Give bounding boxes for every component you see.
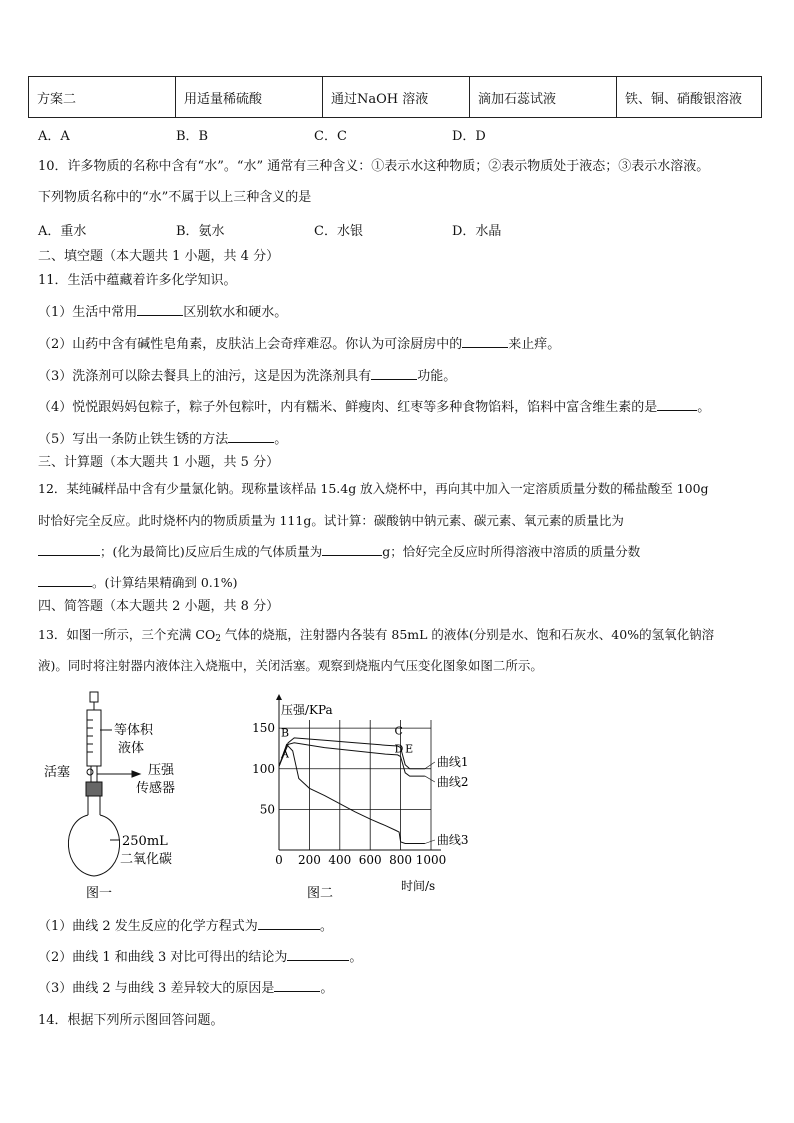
label-flask: 二氧化碳 <box>120 852 173 867</box>
answer-blank[interactable] <box>38 543 100 556</box>
x-tick-label: 800 <box>389 853 413 867</box>
label-flask: 250mL <box>122 834 168 849</box>
label-liquid: 等体积 <box>114 723 154 738</box>
text: 13．如图一所示，三个充满 CO <box>38 627 216 642</box>
q11-part1 <box>38 303 287 322</box>
y-axis-label: 压强/KPa <box>281 703 333 717</box>
valve-icon <box>87 769 93 775</box>
answer-blank[interactable] <box>228 430 274 443</box>
text: 。 <box>319 919 333 934</box>
table-cell: 铁、铜、硝酸银溶液 <box>617 77 762 118</box>
q10-line1: 10．许多物质的名称中含有“水”。“水” 通常有三种含义：①表示水这种物质；②表示物质处于液态；③表示水溶液。 <box>38 159 710 174</box>
q13-part1 <box>38 917 333 936</box>
text: 。(计算结果精确到 0.1%) <box>92 575 238 590</box>
text: 气体的烧瓶，注射器内各装有 85mL 的液体(分别是水、饱和石灰水、40%的氢氧化钠溶 <box>220 627 715 642</box>
answer-blank[interactable] <box>371 367 417 380</box>
q12-line2: 时恰好完全反应。此时烧杯内的物质质量为 111g。试计算：碳酸钠中钠元素、碳元素、氧元素的质量比为 <box>38 513 624 528</box>
x-tick-label: 400 <box>328 853 352 867</box>
q11-part4 <box>38 398 710 417</box>
answer-blank[interactable] <box>274 979 320 992</box>
leader-line <box>425 840 435 844</box>
y-tick-label: 100 <box>252 761 275 776</box>
text: （3）洗涤剂可以除去餐具上的油污，这是因为洗涤剂具有 <box>38 369 372 384</box>
q13-part3 <box>38 979 333 998</box>
text: （5）写出一条防止铁生锈的方法 <box>38 432 229 447</box>
table-cell: 用适量稀硫酸 <box>176 77 323 118</box>
q12-line1: 12．某纯碱样品中含有少量氯化钠。现称量该样品 15.4g 放入烧杯中，再向其中加入一定溶质质量分数的稀盐酸至 100g <box>38 481 709 496</box>
text: （1）生活中常用 <box>38 305 138 320</box>
text: （3）曲线 2 与曲线 3 差异较大的原因是 <box>38 981 275 996</box>
syringe-barrel <box>87 710 101 766</box>
text: 功能。 <box>417 369 457 384</box>
q13-line2: 液)。同时将注射器内液体注入烧瓶中，关闭活塞。观察到烧瓶内气压变化图象如图二所示。 <box>38 658 543 673</box>
section-heading: 四、简答题（本大题共 2 小题，共 8 分） <box>38 599 280 614</box>
figure-caption: 图一 <box>86 886 113 901</box>
q11-stem: 11．生活中蕴藏着许多化学知识。 <box>38 273 237 288</box>
label-sensor: 压强 <box>148 763 175 778</box>
plunger-top <box>90 692 98 702</box>
option-c[interactable]: C．C <box>314 129 347 144</box>
series-line <box>279 744 425 843</box>
answer-blank[interactable] <box>322 543 382 556</box>
q11-part5 <box>38 430 287 449</box>
q14-stem: 14．根据下列所示图回答问题。 <box>38 1013 224 1028</box>
q11-part2 <box>38 335 560 354</box>
label-sensor: 传感器 <box>136 781 176 796</box>
figure-one-apparatus <box>40 690 240 905</box>
answer-blank[interactable] <box>258 917 320 930</box>
text: 。 <box>274 432 288 447</box>
leader-line <box>425 776 435 782</box>
table-cell: 滴加石蕊试液 <box>470 77 617 118</box>
arrow-icon <box>132 771 140 777</box>
q10-options <box>38 220 590 239</box>
table-row <box>29 77 762 118</box>
stopper <box>86 782 102 796</box>
option-d[interactable]: D．D <box>452 129 486 144</box>
section-heading: 三、计算题（本大题共 1 小题，共 5 分） <box>38 455 280 470</box>
x-tick-label: 600 <box>358 853 382 867</box>
series-label: 曲线2 <box>436 775 469 789</box>
pressure-chart <box>245 690 505 905</box>
x-axis-label: 时间/s <box>401 879 436 893</box>
point-label: E <box>405 742 414 756</box>
answer-blank[interactable] <box>38 574 92 587</box>
q9-options <box>38 125 590 144</box>
q13-line1 <box>38 626 714 648</box>
point-label: A <box>281 747 289 761</box>
text: （4）悦悦跟妈妈包粽子，粽子外包粽叶，内有糯米、鲜瘦肉、红枣等多种食物馅料，馅料中富含维生素的是 <box>38 400 658 415</box>
option-d[interactable]: D．水晶 <box>452 224 502 239</box>
q12-line4 <box>38 574 237 592</box>
leader-line <box>425 762 435 769</box>
x-tick-label: 200 <box>297 853 321 867</box>
answer-blank[interactable] <box>137 303 183 316</box>
q11-part3 <box>38 367 456 386</box>
point-label: B <box>281 726 290 740</box>
q13-part2 <box>38 948 362 967</box>
point-label: D <box>394 742 404 756</box>
series-label: 曲线1 <box>436 755 469 769</box>
text: （1）曲线 2 发生反应的化学方程式为 <box>38 919 258 934</box>
axis-arrow-icon <box>276 694 282 700</box>
x-tick-label: 1000 <box>415 853 447 867</box>
text: 。 <box>349 950 363 965</box>
option-a[interactable]: A．重水 <box>38 224 87 239</box>
text: （2）曲线 1 和曲线 3 对比可得出的结论为 <box>38 950 288 965</box>
option-c[interactable]: C．水银 <box>314 224 363 239</box>
answer-table <box>28 76 762 118</box>
text: 。 <box>697 400 711 415</box>
option-b[interactable]: B．B <box>176 129 209 144</box>
x-tick-label: 0 <box>275 853 283 867</box>
flask-bulb <box>68 815 119 876</box>
label-valve: 活塞 <box>44 765 71 780</box>
answer-blank[interactable] <box>657 398 697 411</box>
y-tick-label: 50 <box>259 802 275 817</box>
point-label: C <box>394 724 403 738</box>
q12-line3 <box>38 543 640 561</box>
q10-line2: 下列物质名称中的“水”不属于以上三种含义的是 <box>38 190 312 205</box>
text: ；(化为最简比)反应后生成的气体质量为 <box>100 544 323 559</box>
table-cell: 通过NaOH 溶液 <box>323 77 470 118</box>
text: （2）山药中含有碱性皂角素，皮肤沾上会奇痒难忍。你认为可涂厨房中的 <box>38 337 463 352</box>
figure-caption: 图二 <box>307 886 334 901</box>
label-liquid: 液体 <box>118 741 145 756</box>
y-tick-label: 150 <box>252 721 275 736</box>
table-cell: 方案二 <box>29 77 176 118</box>
option-a[interactable]: A．A <box>38 129 70 144</box>
answer-blank[interactable] <box>462 335 508 348</box>
text: g；恰好完全反应时所得溶液中溶质的质量分数 <box>382 544 641 559</box>
subscript: 2 <box>215 634 221 644</box>
option-b[interactable]: B．氨水 <box>176 224 225 239</box>
series-label: 曲线3 <box>436 833 469 847</box>
text: 区别软水和硬水。 <box>183 305 288 320</box>
answer-blank[interactable] <box>287 948 349 961</box>
text: 来止痒。 <box>508 337 561 352</box>
text: 。 <box>320 981 334 996</box>
section-heading: 二、填空题（本大题共 1 小题，共 4 分） <box>38 249 280 264</box>
